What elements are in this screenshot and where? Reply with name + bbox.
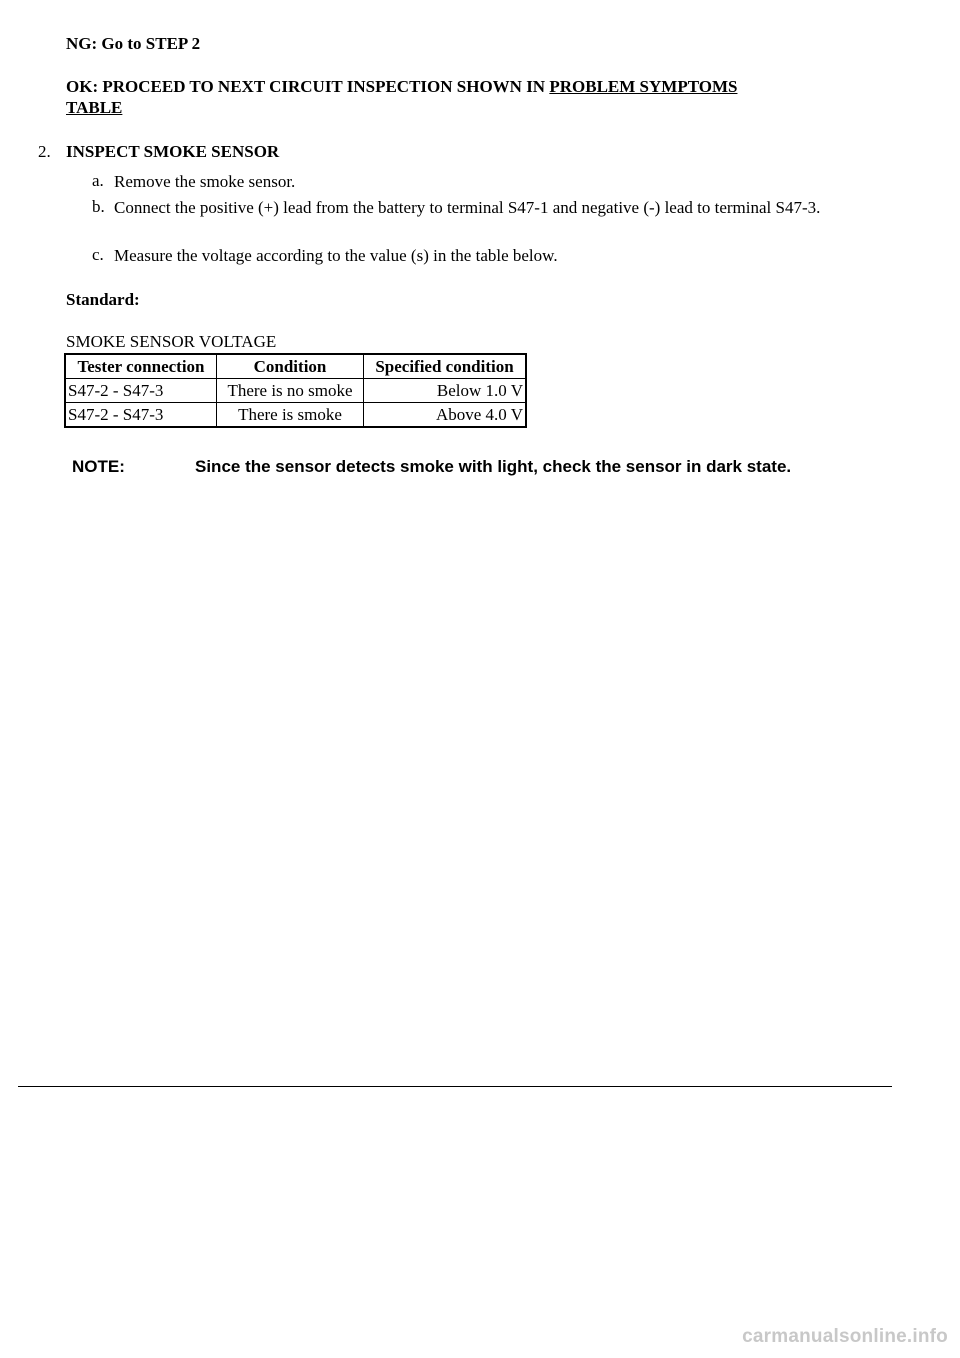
smoke-sensor-voltage-table — [64, 353, 527, 428]
table-title: SMOKE SENSOR VOLTAGE — [66, 332, 277, 351]
standard-label: Standard: — [66, 290, 140, 309]
step-item-text: Connect the positive (+) lead from the battery to terminal S47-1 and negative (-) lead to terminal S47-3. — [114, 198, 821, 217]
header-condition: Condition — [217, 354, 364, 379]
step-item-label: c. — [92, 245, 104, 264]
step-number: 2. — [38, 142, 51, 161]
cell-tester-connection: S47-2 - S47-3 — [65, 403, 217, 428]
ok-result-line — [66, 76, 866, 118]
cell-tester-connection: S47-2 - S47-3 — [65, 379, 217, 403]
header-specified-condition: Specified condition — [364, 354, 527, 379]
table-row — [65, 403, 526, 428]
step-item-a — [92, 171, 892, 193]
table-row — [65, 379, 526, 403]
cell-specified-condition: Above 4.0 V — [364, 403, 527, 428]
step-item-c — [92, 245, 892, 267]
step-item-text: Measure the voltage according to the value (s) in the table below. — [114, 246, 558, 265]
watermark: carmanualsonline.info — [742, 1326, 948, 1347]
ng-result-line: NG: Go to STEP 2 — [66, 34, 201, 53]
cell-specified-condition: Below 1.0 V — [364, 379, 527, 403]
step-item-text: Remove the smoke sensor. — [114, 172, 296, 191]
note-label: NOTE: — [72, 457, 125, 476]
header-tester-connection: Tester connection — [65, 354, 217, 379]
problem-symptoms-table-link-cont[interactable]: TABLE — [66, 98, 123, 117]
problem-symptoms-table-link[interactable]: PROBLEM SYMPTOMS — [549, 77, 738, 96]
ok-result-prefix: OK: PROCEED TO NEXT CIRCUIT INSPECTION SHOWN IN — [66, 77, 550, 96]
step-title: INSPECT SMOKE SENSOR — [66, 142, 280, 161]
step-item-label: b. — [92, 197, 105, 216]
step-item-b — [92, 197, 892, 241]
footer-divider — [18, 1086, 892, 1087]
cell-condition: There is smoke — [217, 403, 364, 428]
step-item-label: a. — [92, 171, 104, 190]
note-text: Since the sensor detects smoke with light, check the sensor in dark state. — [195, 457, 792, 476]
cell-condition: There is no smoke — [217, 379, 364, 403]
table-header-row — [65, 354, 526, 379]
